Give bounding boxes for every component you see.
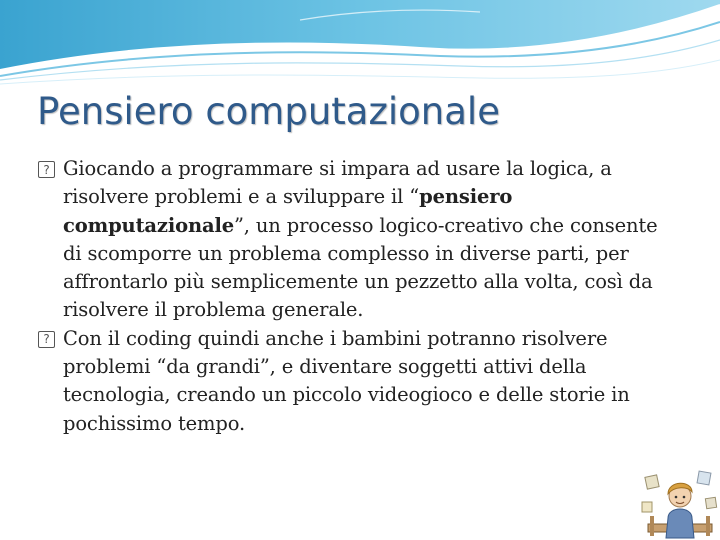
bullet-2-text: Con il coding quindi anche i bambini potranno risolvere problemi “da grandi”, e diventare soggetti attivi della tecnologia, creando un piccolo videogioco e delle storie in pochissimo tempo. xyxy=(63,326,630,435)
bullet-item-1 xyxy=(37,155,677,325)
missing-glyph-icon xyxy=(38,331,55,348)
bullet-1-bold-term: pensiero computazionale xyxy=(63,185,513,237)
missing-glyph-icon xyxy=(38,161,55,178)
bullet-item-2 xyxy=(37,325,677,438)
slide-body xyxy=(37,155,677,438)
slide-title: Pensiero computazionale xyxy=(37,90,500,133)
child-with-puzzle-pieces-clipart xyxy=(640,462,720,540)
bullet-1-text-start: Giocando a programmare si impara ad usare la logica, a risolvere problemi e a sviluppare il “ xyxy=(63,157,612,209)
bullet-1-text-end: ”, un processo logico-creativo che consente di scomporre un problema complesso in diverse parti, per affrontarlo più semplicemente un pezzetto alla volta, così da risolvere il problema generale. xyxy=(63,213,658,322)
header-wave xyxy=(0,0,720,90)
